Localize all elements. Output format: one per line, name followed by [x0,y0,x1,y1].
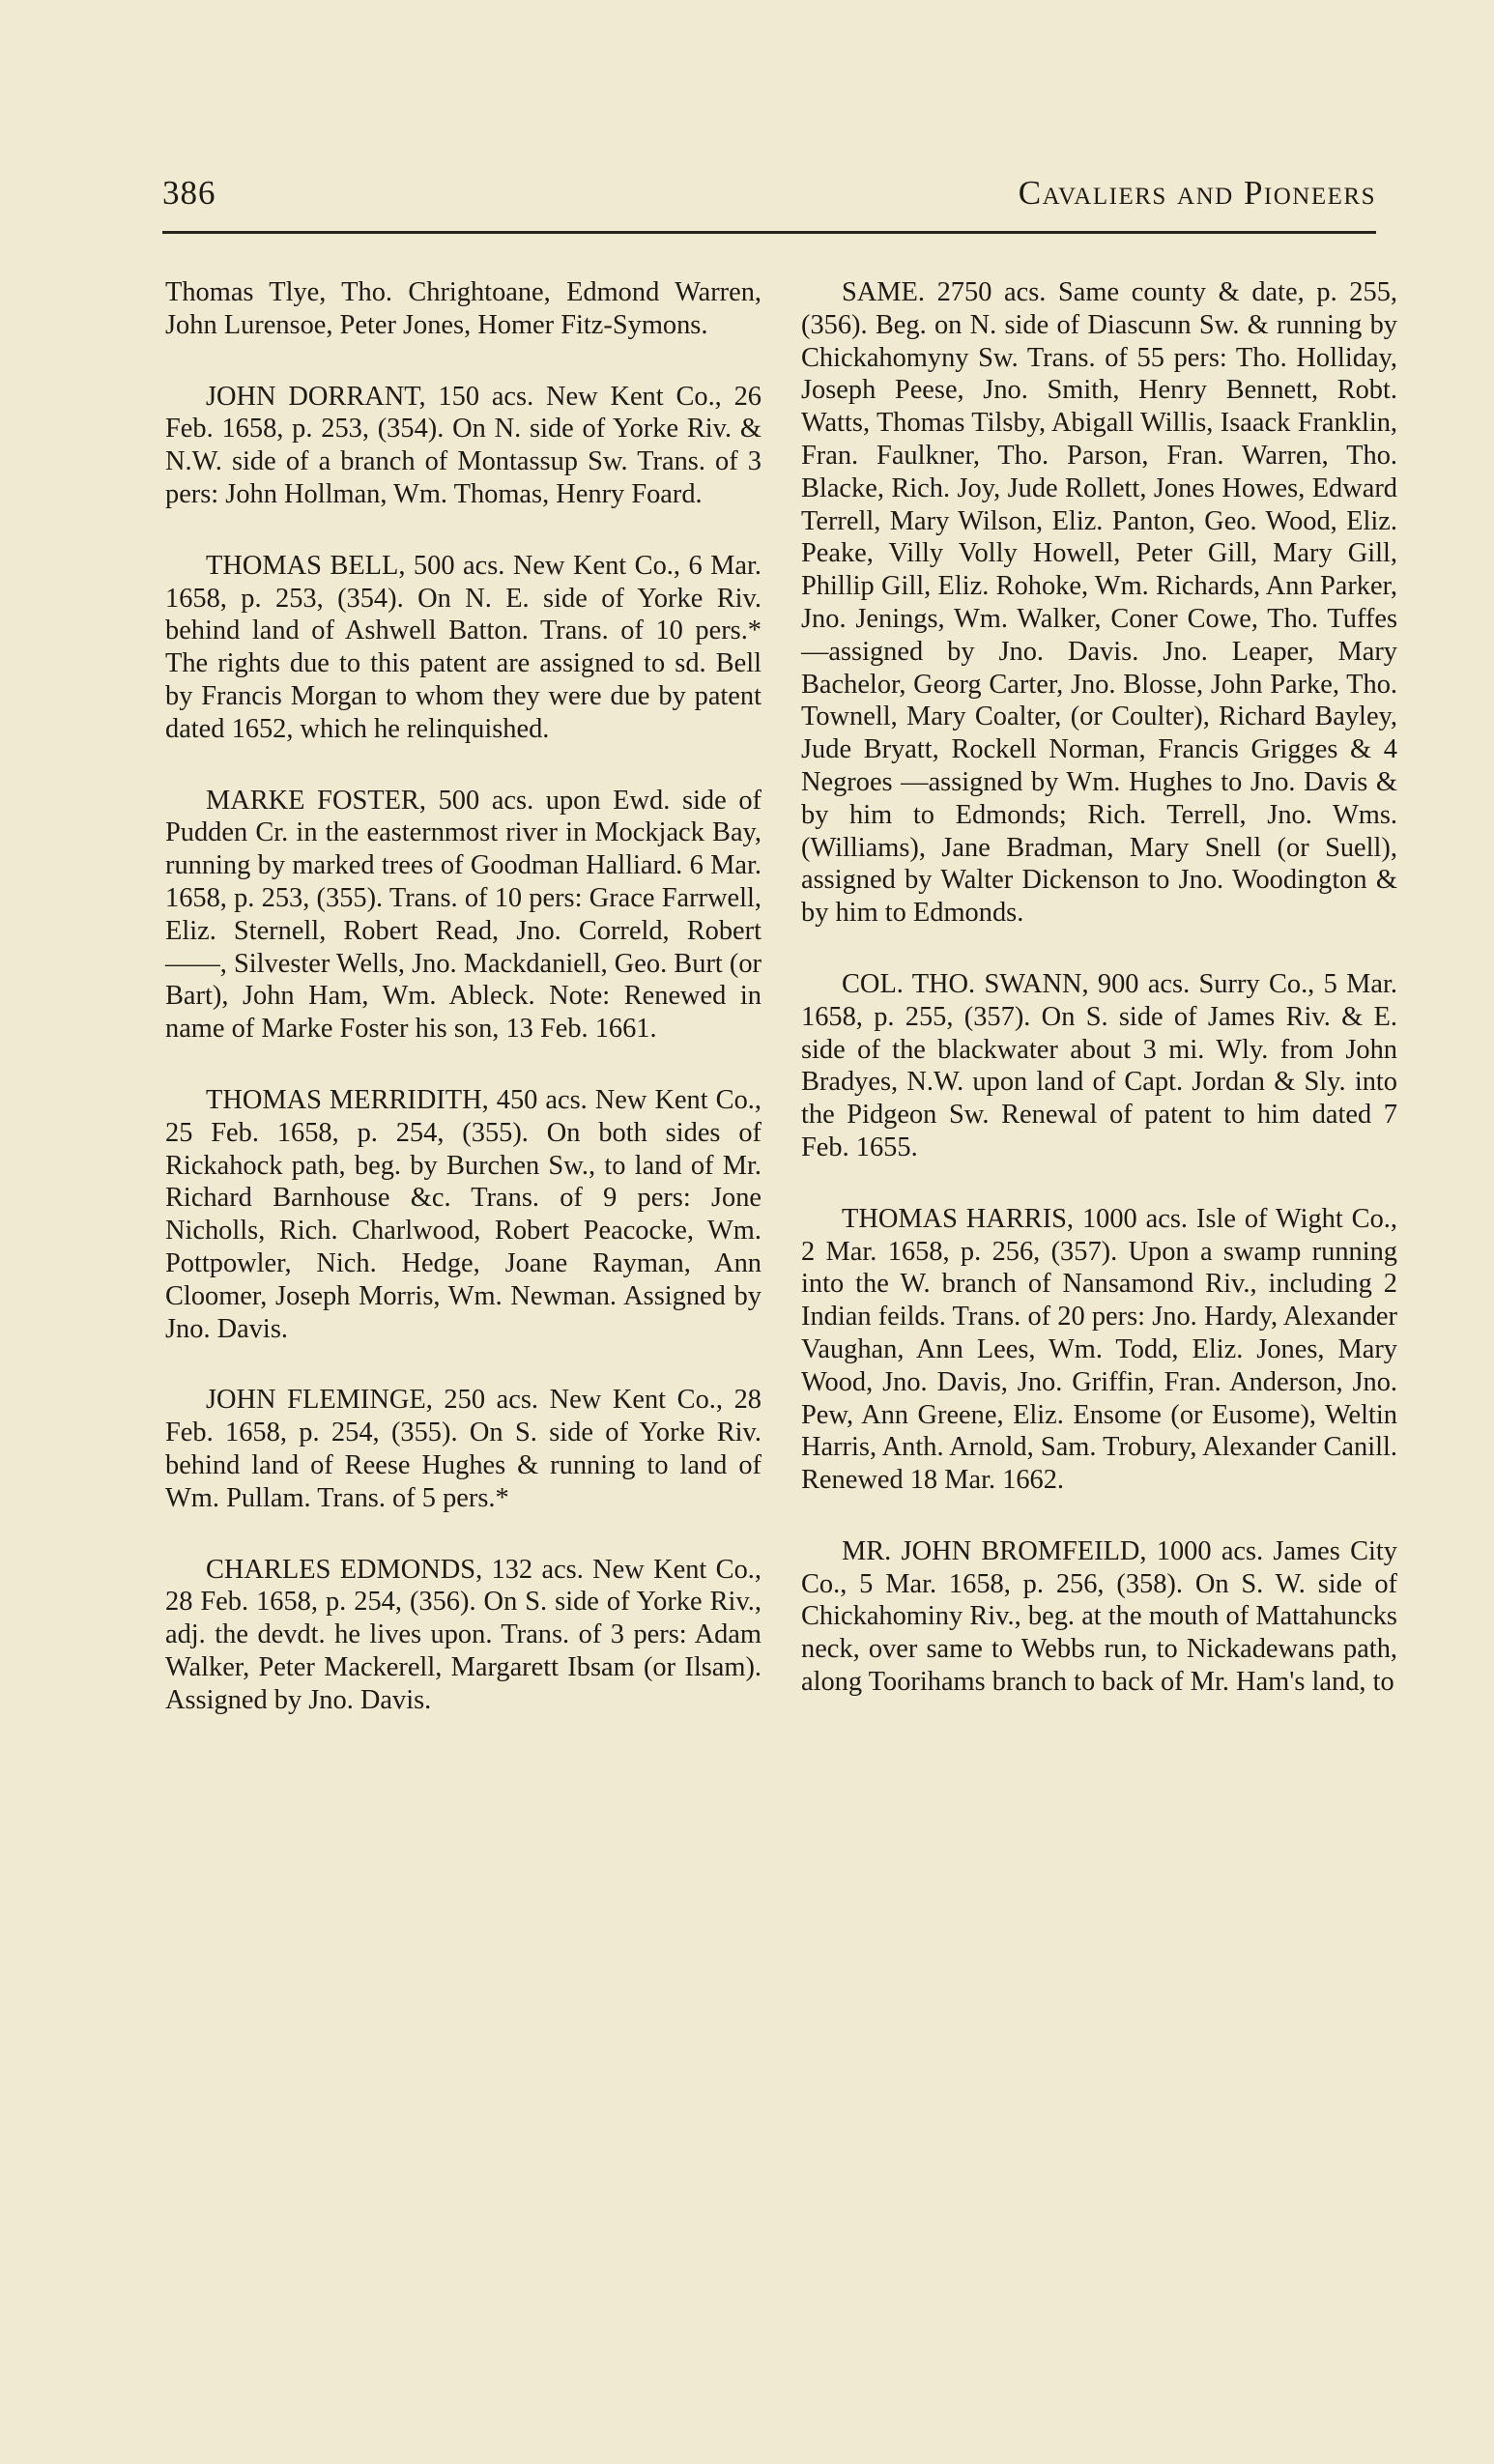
page-number: 386 [162,174,216,212]
header-rule [162,231,1376,234]
right-column [801,276,1397,1699]
patent-entry-john-bromfeild: MR. JOHN BROMFEILD, 1000 acs. James City Co., 5 Mar. 1658, p. 256, (358). On S. W. side of Chickahominy Riv., beg. at the mouth of Mattahuncks neck, over same to Webbs run, to Nickadewans path, along Toorihams branch to back of Mr. Ham's land, to [801,1535,1397,1698]
patent-entry-john-fleminge: JOHN FLEMINGE, 250 acs. New Kent Co., 28 Feb. 1658, p. 254, (355). On S. side of Yorke Riv. behind land of Reese Hughes & running to land of Wm. Pullam. Trans. of 5 pers.* [165,1385,761,1513]
left-column [165,276,761,1716]
patent-entry-john-dorrant: JOHN DORRANT, 150 acs. New Kent Co., 26 Feb. 1658, p. 253, (354). On N. side of Yorke Riv. & N.W. side of a branch of Montassup Sw. Trans. of 3 pers: John Hollman, Wm. Thomas, Henry Foard. [165,381,761,509]
patent-entry-marke-foster: MARKE FOSTER, 500 acs. upon Ewd. side of Pudden Cr. in the easternmost river in Mockjack Bay, running by marked trees of Goodman Halliard. 6 Mar. 1658, p. 253, (355). Trans. of 10 pers: Grace Farrwell, Eliz. Sternell, Robert Read, Jno. Correld, Robert ——, Silvester Wells, Jno. Mackdaniell, Geo. Burt (or Bart), John Ham, Wm. Ableck. Note: Renewed in name of Marke Foster his son, 13 Feb. 1661. [165,785,761,1045]
patent-entry-thomas-bell: THOMAS BELL, 500 acs. New Kent Co., 6 Mar. 1658, p. 253, (354). On N. E. side of Yorke Riv. behind land of Ashwell Batton. Trans. of 10 pers.* The rights due to this patent are assigned to sd. Bell by Francis Morgan to whom they were due by patent dated 1652, which he relinquished. [165,550,761,744]
page-header [162,174,1376,220]
patent-entry-thomas-harris: THOMAS HARRIS, 1000 acs. Isle of Wight Co., 2 Mar. 1658, p. 256, (357). Upon a swamp running into the W. branch of Nansamond Riv., including 2 Indian feilds. Trans. of 20 pers: Jno. Hardy, Alexander Vaughan, Ann Lees, Wm. Todd, Eliz. Jones, Mary Wood, Jno. Davis, Jno. Griffin, Fran. Anderson, Jno. Pew, Ann Greene, Eliz. Ensome (or Eusome), Weltin Harris, Anth. Arnold, Sam. Trobury, Alexander Canill. Renewed 18 Mar. 1662. [801,1203,1397,1496]
patent-entry-same: SAME. 2750 acs. Same county & date, p. 255, (356). Beg. on N. side of Diascunn Sw. & running by Chickahomyny Sw. Trans. of 55 pers: Tho. Holliday, Joseph Peese, Jno. Smith, Henry Bennett, Robt. Watts, Thomas Tilsby, Abigall Willis, Isaack Franklin, Fran. Faulkner, Tho. Parson, Fran. Warren, Tho. Blacke, Rich. Joy, Jude Rollett, Jones Howes, Edward Terrell, Mary Wilson, Eliz. Panton, Geo. Wood, Eliz. Peake, Villy Volly Howell, Peter Gill, Mary Gill, Phillip Gill, Eliz. Rohoke, Wm. Richards, Ann Parker, Jno. Jenings, Wm. Walker, Coner Cowe, Tho. Tuffes—assigned by Jno. Davis. Jno. Leaper, Mary Bachelor, Georg Carter, Jno. Blosse, John Parke, Tho. Townell, Mary Coalter, (or Coulter), Richard Bayley, Jude Bryatt, Rockell Norman, Francis Grigges & 4 Negroes —assigned by Wm. Hughes to Jno. Davis & by him to Edmonds; Rich. Terrell, Jno. Wms. (Williams), Jane Bradman, Mary Snell (or Suell), assigned by Walter Dickenson to Jno. Woodington & by him to Edmonds. [801,277,1397,929]
patent-entry-continued: Thomas Tlye, Tho. Chrightoane, Edmond Warren, John Lurensoe, Peter Jones, Homer Fitz-Symons. [165,277,761,340]
patent-entry-thomas-merridith: THOMAS MERRIDITH, 450 acs. New Kent Co., 25 Feb. 1658, p. 254, (355). On both sides of Rickahock path, beg. by Burchen Sw., to land of Mr. Richard Barnhouse &c. Trans. of 9 pers: Jone Nicholls, Rich. Charlwood, Robert Peacocke, Wm. Pottpowler, Nich. Hedge, Joane Rayman, Ann Cloomer, Joseph Morris, Wm. Newman. Assigned by Jno. Davis. [165,1084,761,1344]
patent-entry-charles-edmonds: CHARLES EDMONDS, 132 acs. New Kent Co., 28 Feb. 1658, p. 254, (356). On S. side of Yorke Riv., adj. the devdt. he lives upon. Trans. of 3 pers: Adam Walker, Peter Mackerell, Margarett Ibsam (or Ilsam). Assigned by Jno. Davis. [165,1554,761,1715]
running-title: Cavaliers and Pioneers [1018,174,1376,212]
patent-entry-col-tho-swann: COL. THO. SWANN, 900 acs. Surry Co., 5 Mar. 1658, p. 255, (357). On S. side of James Riv. & E. side of the blackwater about 3 mi. Wly. from John Bradyes, N.W. upon land of Capt. Jordan & Sly. into the Pidgeon Sw. Renewal of patent to him dated 7 Feb. 1655. [801,968,1397,1162]
